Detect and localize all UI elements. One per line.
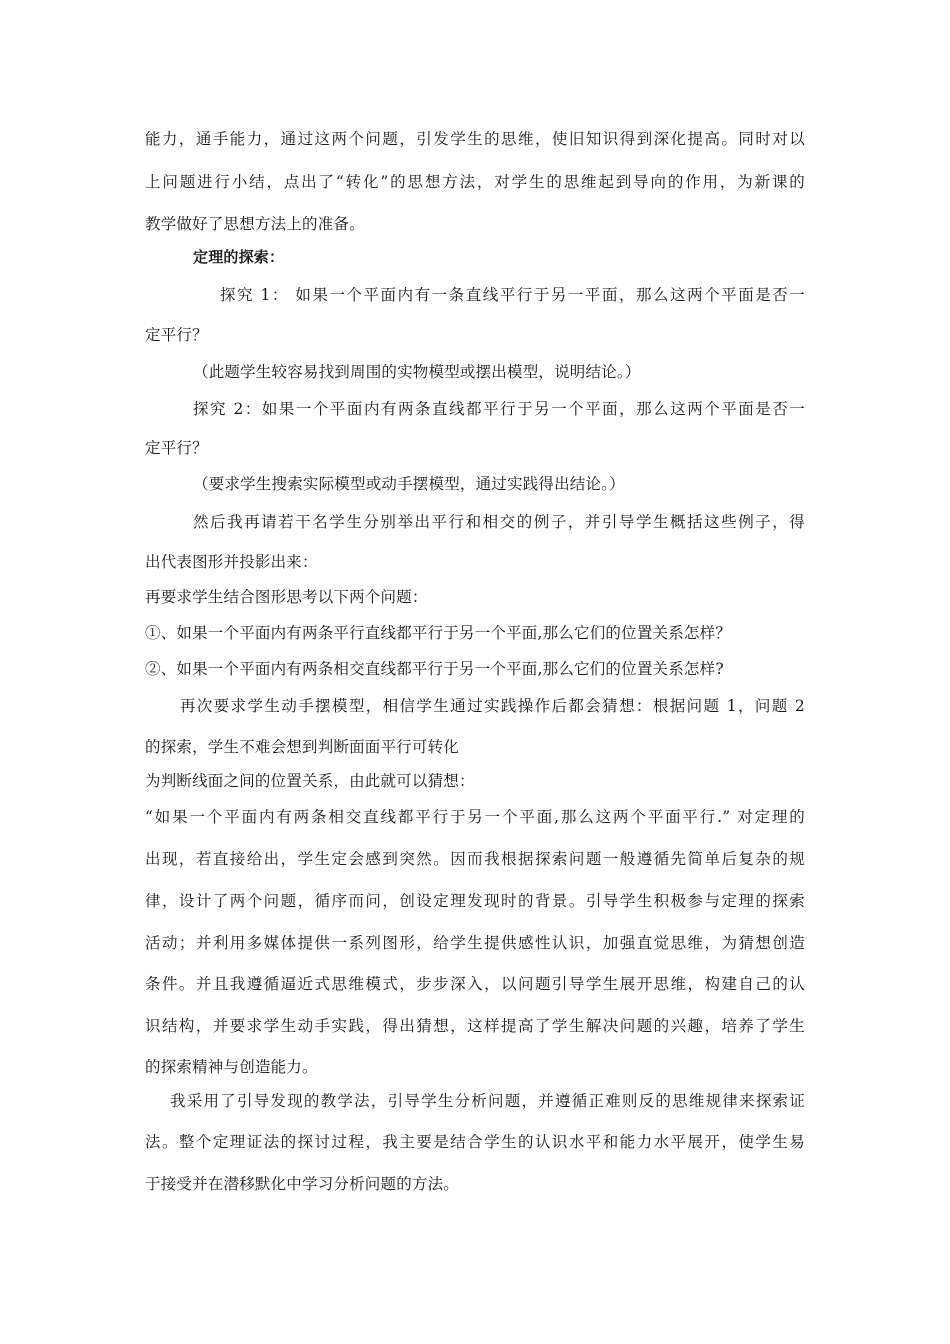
text-line: 出现，若直接给出，学生定会感到突然。因而我根据探索问题一般遵循先简单后复杂的规 bbox=[145, 850, 805, 868]
text-line: 再要求学生结合图形思考以下两个问题： bbox=[145, 588, 428, 606]
text-line: 于接受并在潜移默化中学习分析问题的方法。 bbox=[145, 1175, 460, 1193]
text-line: “如果一个平面内有两条相交直线都平行于另一个平面,那么这两个平面平行.” 对定理的 bbox=[145, 808, 805, 826]
question-2: ②、如果一个平面内有两条相交直线都平行于另一个平面,那么它们的位置关系怎样? bbox=[145, 660, 724, 678]
text-line: 条件。并且我遵循逼近式思维模式，步步深入，以问题引导学生展开思维，构建自己的认 bbox=[145, 975, 805, 993]
text-line: 的探索，学生不难会想到判断面面平行可转化 bbox=[145, 738, 460, 756]
text-line: 为判断线面之间的位置关系，由此就可以猜想： bbox=[145, 772, 475, 790]
text-line: 我采用了引导发现的教学法，引导学生分析问题，并遵循正难则反的思维规律来探索证 bbox=[170, 1092, 805, 1110]
section-heading: 定理的探索： bbox=[193, 248, 285, 266]
text-line: 能力，通手能力，通过这两个问题，引发学生的思维，使旧知识得到深化提高。同时对以 bbox=[145, 130, 805, 148]
text-line: 然后我再请若干名学生分别举出平行和相交的例子，并引导学生概括这些例子，得 bbox=[193, 513, 805, 531]
text-line: 识结构，并要求学生动手实践，得出猜想，这样提高了学生解决问题的兴趣，培养了学生 bbox=[145, 1017, 805, 1035]
text-line: （要求学生搜索实际模型或动手摆模型，通过实践得出结论。） bbox=[193, 475, 625, 493]
text-line: 的探索精神与创造能力。 bbox=[145, 1058, 318, 1076]
text-line: 出代表图形并投影出来： bbox=[145, 553, 318, 571]
question-1: ①、如果一个平面内有两条平行直线都平行于另一个平面,那么它们的位置关系怎样？ bbox=[145, 624, 732, 642]
text-line: 探究 2：如果一个平面内有两条直线都平行于另一个平面，那么这两个平面是否一 bbox=[193, 400, 805, 418]
text-line: （此题学生较容易找到周围的实物模型或摆出模型，说明结论。） bbox=[193, 363, 641, 381]
text-line: 律，设计了两个问题，循序而问，创设定理发现时的背景。引导学生积极参与定理的探索 bbox=[145, 892, 805, 910]
text-line: 活动；并利用多媒体提供一系列图形，给学生提供感性认识，加强直觉思维，为猜想创造 bbox=[145, 934, 805, 952]
text-line: 教学做好了思想方法上的准备。 bbox=[145, 215, 365, 233]
text-line: 定平行？ bbox=[145, 439, 208, 457]
text-line: 再次要求学生动手摆模型，相信学生通过实践操作后都会猜想：根据问题 1，问题 2 bbox=[180, 697, 805, 715]
text-line: 上问题进行小结，点出了“转化”的思想方法，对学生的思维起到导向的作用，为新课的 bbox=[145, 173, 805, 191]
text-line: 探究 1： 如果一个平面内有一条直线平行于另一平面，那么这两个平面是否一 bbox=[220, 286, 805, 304]
text-line: 法。整个定理证法的探讨过程，我主要是结合学生的认识水平和能力水平展开，使学生易 bbox=[145, 1133, 805, 1151]
text-line: 定平行？ bbox=[145, 326, 208, 344]
